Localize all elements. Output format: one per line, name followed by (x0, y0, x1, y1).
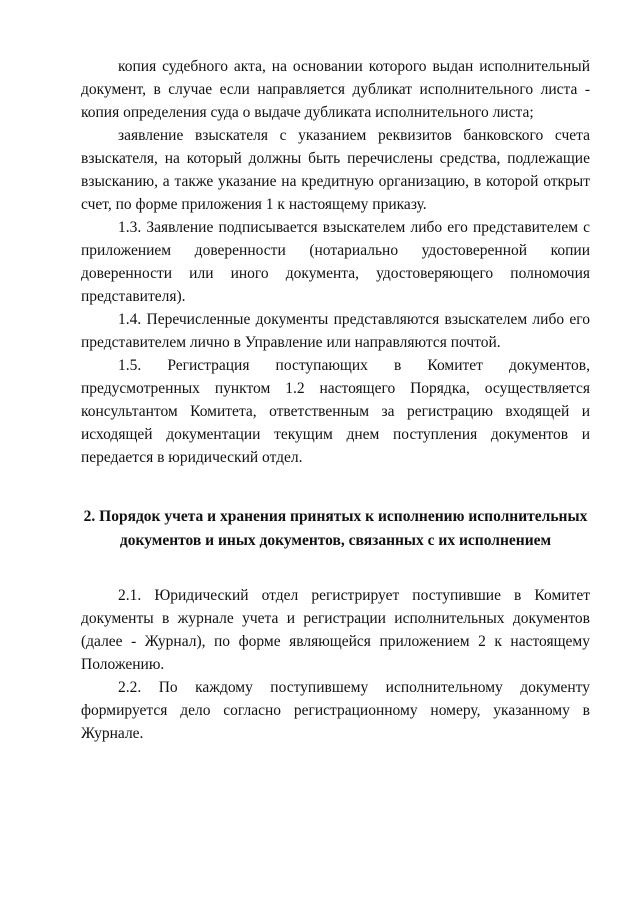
paragraph-court-act-copy: копия судебного акта, на основании которого выдан исполнительный документ, в случае если направляется дубликат исполнительного листа - копия определения суда о выдаче дубликата исполнительного листа; (81, 58, 590, 121)
section-2-heading: 2. Порядок учета и хранения принятых к исполнению исполнительных документов и иных документов, связанных с их исполнением (83, 508, 588, 549)
paragraph-1-3: 1.3. Заявление подписывается взыскателем либо его представителем с приложением доверенности (нотариально удостоверенной копии доверенности или иного документа, удостоверяющего полномочия представителя). (81, 219, 590, 305)
document-page (81, 55, 590, 745)
paragraph-1-4: 1.4. Перечисленные документы представляются взыскателем либо его представителем лично в Управление или направляются почтой. (81, 311, 590, 351)
paragraph-claimant-statement: заявление взыскателя с указанием реквизитов банковского счета взыскателя, на который должны быть перечислены средства, подлежащие взысканию, а также указание на кредитную организацию, в которой открыт счет, по форме приложения 1 к настоящему приказу. (81, 127, 590, 213)
paragraph-1-5: 1.5. Регистрация поступающих в Комитет документов, предусмотренных пунктом 1.2 настоящего Порядка, осуществляется консультантом Комитета, ответственным за регистрацию входящей и исходящей документации текущим днем поступления документов и передается в юридический отдел. (81, 357, 590, 466)
paragraph-2-2: 2.2. По каждому поступившему исполнительному документу формируется дело согласно регистрационному номеру, указанному в Журнале. (81, 679, 590, 742)
paragraph-2-1: 2.1. Юридический отдел регистрирует поступившие в Комитет документы в журнале учета и регистрации исполнительных документов (далее - Журнал), по форме являющейся приложением 2 к настоящему Положению. (81, 587, 590, 673)
